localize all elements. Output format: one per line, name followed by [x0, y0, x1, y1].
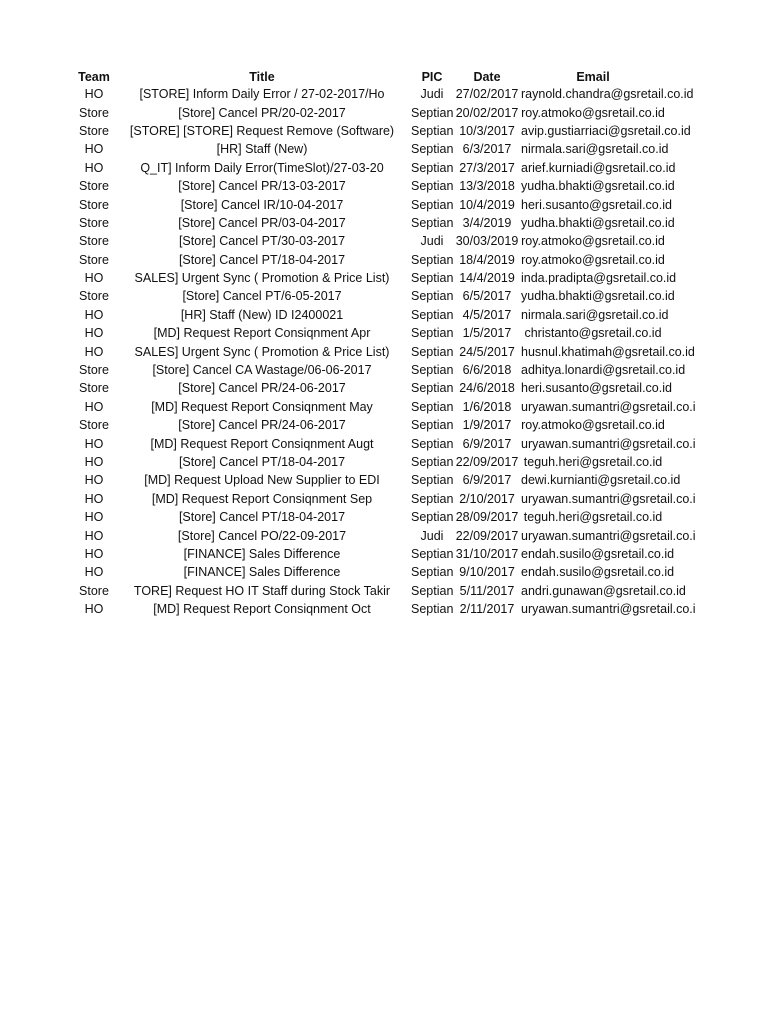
- cell-team[interactable]: HO: [84, 602, 104, 617]
- cell-email[interactable]: andri.gunawan@gsretail.co.id: [521, 583, 686, 598]
- cell-email[interactable]: heri.susanto@gsretail.co.id: [521, 381, 672, 396]
- cell-email[interactable]: roy.atmoko@gsretail.co.id: [521, 252, 665, 267]
- cell-pic[interactable]: Septian: [411, 602, 454, 617]
- cell-team[interactable]: HO: [84, 326, 104, 341]
- cell-date[interactable]: 10/4/2019: [459, 197, 515, 212]
- cell-title[interactable]: [MD] Request Report Consiqnment Oct: [153, 602, 371, 617]
- table-body: [75, 85, 696, 618]
- table-row: [75, 269, 665, 287]
- table-row: [75, 214, 665, 232]
- cell-pic[interactable]: Judi: [420, 87, 444, 102]
- cell-title[interactable]: [Store] Cancel PT/18-04-2017: [178, 455, 346, 469]
- cell-title[interactable]: [Store] Cancel PT/18-04-2017: [178, 510, 346, 525]
- cell-pic[interactable]: Septian: [411, 565, 454, 580]
- cell-email[interactable]: nirmala.sari@gsretail.co.id: [521, 307, 669, 322]
- table-row: [75, 453, 665, 471]
- cell-pic[interactable]: Septian: [411, 399, 454, 414]
- cell-date[interactable]: 22/09/2017: [455, 528, 519, 543]
- cell-title[interactable]: [Store] Cancel PT/6-05-2017: [182, 289, 342, 304]
- cell-pic[interactable]: Septian: [411, 179, 454, 194]
- cell-pic[interactable]: Septian: [411, 583, 454, 598]
- cell-title[interactable]: [Store] Cancel PT/18-04-2017: [178, 252, 346, 267]
- cell-title[interactable]: [Store] Cancel PR/24-06-2017: [178, 418, 346, 433]
- table-row: [75, 526, 665, 544]
- cell-pic[interactable]: Septian: [411, 510, 454, 525]
- cell-date[interactable]: 6/5/2017: [462, 289, 512, 304]
- table-row: [75, 545, 665, 563]
- cell-pic[interactable]: Septian: [411, 363, 454, 378]
- cell-date[interactable]: 6/3/2017: [462, 142, 512, 157]
- cell-email[interactable]: endah.susilo@gsretail.co.id: [521, 546, 675, 561]
- cell-title[interactable]: TORE] Request HO IT Staff during Stock Takir: [133, 583, 391, 598]
- table-row: [75, 342, 665, 360]
- cell-email[interactable]: yudha.bhakti@gsretail.co.id: [521, 289, 675, 304]
- table-row: [75, 287, 665, 305]
- cell-pic[interactable]: Septian: [411, 546, 454, 561]
- cell-email[interactable]: raynold.chandra@gsretail.co.id: [521, 87, 694, 102]
- table-row: [75, 434, 665, 452]
- cell-date[interactable]: 30/03/2019: [455, 234, 519, 249]
- cell-email[interactable]: uryawan.sumantri@gsretail.co.i: [521, 602, 696, 617]
- cell-team[interactable]: HO: [84, 271, 104, 286]
- cell-title[interactable]: [MD] Request Report Consiqnment Augt: [150, 436, 374, 451]
- cell-team[interactable]: HO: [84, 160, 104, 175]
- cell-date[interactable]: 27/3/2017: [459, 160, 515, 175]
- cell-email[interactable]: uryawan.sumantri@gsretail.co.i: [521, 436, 696, 451]
- cell-team[interactable]: HO: [84, 307, 104, 322]
- column-header-email[interactable]: Email: [576, 69, 610, 84]
- cell-pic[interactable]: Septian: [411, 344, 454, 359]
- cell-team[interactable]: HO: [84, 565, 104, 580]
- cell-title[interactable]: [STORE] Inform Daily Error / 27-02-2017/Ho: [139, 87, 385, 102]
- cell-pic[interactable]: Septian: [411, 326, 454, 341]
- cell-email[interactable]: uryawan.sumantri@gsretail.co.i: [521, 528, 696, 543]
- cell-date[interactable]: 31/10/2017: [455, 546, 519, 561]
- cell-pic[interactable]: Judi: [420, 528, 444, 543]
- cell-email[interactable]: uryawan.sumantri@gsretail.co.i: [521, 491, 696, 506]
- cell-date[interactable]: 13/3/2018: [459, 179, 515, 194]
- cell-title[interactable]: [Store] Cancel PR/03-04-2017: [178, 215, 346, 230]
- cell-pic[interactable]: Septian: [411, 105, 454, 120]
- table-row: [75, 306, 665, 324]
- cell-title[interactable]: [Store] Cancel IR/10-04-2017: [180, 197, 344, 212]
- cell-team[interactable]: HO: [84, 142, 104, 157]
- cell-date[interactable]: 1/9/2017: [462, 418, 512, 433]
- cell-email[interactable]: arief.kurniadi@gsretail.co.id: [521, 160, 676, 175]
- cell-email[interactable]: teguh.heri@gsretail.co.id: [523, 510, 663, 525]
- cell-team[interactable]: Store: [79, 363, 109, 378]
- cell-title[interactable]: SALES] Urgent Sync ( Promotion & Price List): [134, 271, 390, 286]
- cell-team[interactable]: HO: [84, 546, 104, 561]
- cell-team[interactable]: HO: [84, 399, 104, 414]
- cell-team[interactable]: Store: [79, 197, 109, 212]
- cell-title[interactable]: [Store] Cancel PR/13-03-2017: [178, 179, 346, 194]
- cell-title[interactable]: [Store] Cancel PR/20-02-2017: [178, 105, 346, 120]
- cell-date[interactable]: 5/11/2017: [459, 583, 515, 598]
- cell-title[interactable]: [Store] Cancel PO/22-09-2017: [177, 528, 347, 543]
- cell-team[interactable]: Store: [79, 215, 109, 230]
- cell-date[interactable]: 2/11/2017: [459, 602, 515, 617]
- table-row: [75, 103, 665, 121]
- cell-email[interactable]: roy.atmoko@gsretail.co.id: [521, 418, 665, 433]
- cell-date[interactable]: 9/10/2017: [459, 565, 515, 580]
- cell-pic[interactable]: Septian: [411, 271, 454, 286]
- cell-date[interactable]: 22/09/2017: [455, 455, 519, 469]
- table-row: [75, 379, 665, 397]
- cell-date[interactable]: 6/9/2017: [462, 473, 512, 488]
- cell-pic[interactable]: Septian: [411, 418, 454, 433]
- cell-pic[interactable]: Septian: [411, 160, 454, 175]
- cell-team[interactable]: HO: [84, 473, 104, 488]
- table-row: [75, 85, 665, 103]
- cell-team[interactable]: Store: [79, 123, 109, 138]
- table-row: [75, 324, 665, 342]
- cell-title[interactable]: [Store] Cancel PR/24-06-2017: [178, 381, 346, 396]
- cell-email[interactable]: yudha.bhakti@gsretail.co.id: [521, 179, 675, 194]
- cell-team[interactable]: Store: [79, 234, 109, 249]
- cell-team[interactable]: Store: [79, 289, 109, 304]
- table-row: [75, 563, 665, 581]
- column-header-title[interactable]: Title: [249, 69, 275, 84]
- cell-email[interactable]: uryawan.sumantri@gsretail.co.i: [521, 399, 696, 414]
- cell-title[interactable]: [FINANCE] Sales Difference: [183, 565, 341, 580]
- table-row: [75, 122, 665, 140]
- cell-team[interactable]: Store: [79, 381, 109, 396]
- cell-email[interactable]: endah.susilo@gsretail.co.id: [521, 565, 675, 580]
- cell-date[interactable]: 27/02/2017: [455, 87, 519, 102]
- table-row: [75, 508, 665, 526]
- cell-email[interactable]: husnul.khatimah@gsretail.co.id: [521, 344, 695, 359]
- cell-date[interactable]: 6/9/2017: [462, 436, 512, 451]
- cell-team[interactable]: HO: [84, 455, 104, 469]
- cell-email[interactable]: adhitya.lonardi@gsretail.co.id: [521, 363, 686, 378]
- cell-email[interactable]: teguh.heri@gsretail.co.id: [523, 455, 663, 469]
- cell-team[interactable]: HO: [84, 344, 104, 359]
- cell-pic[interactable]: Septian: [411, 473, 454, 488]
- cell-pic[interactable]: Septian: [411, 307, 454, 322]
- cell-email[interactable]: christanto@gsretail.co.id: [524, 326, 662, 341]
- cell-pic[interactable]: Septian: [411, 123, 454, 138]
- cell-date[interactable]: 10/3/2017: [459, 123, 515, 138]
- cell-title[interactable]: [STORE] [STORE] Request Remove (Software): [129, 123, 395, 138]
- spreadsheet-sheet: [75, 68, 696, 618]
- cell-pic[interactable]: Septian: [411, 252, 454, 267]
- cell-pic[interactable]: Septian: [411, 215, 454, 230]
- column-header-team[interactable]: Team: [78, 69, 110, 84]
- cell-title[interactable]: Q_IT] Inform Daily Error(TimeSlot)/27-03-20: [140, 160, 384, 175]
- cell-team[interactable]: HO: [84, 491, 104, 506]
- cell-date[interactable]: 1/5/2017: [462, 326, 512, 341]
- cell-email[interactable]: dewi.kurnianti@gsretail.co.id: [521, 473, 681, 488]
- table-row: [75, 490, 665, 508]
- table-row: [75, 416, 665, 434]
- table-row: [75, 251, 665, 269]
- cell-date[interactable]: 2/10/2017: [459, 491, 515, 506]
- cell-pic[interactable]: Septian: [411, 197, 454, 212]
- cell-pic[interactable]: Septian: [411, 289, 454, 304]
- cell-title[interactable]: SALES] Urgent Sync ( Promotion & Price List): [134, 344, 390, 359]
- cell-title[interactable]: [HR] Staff (New): [216, 142, 308, 157]
- table-row: [75, 600, 665, 618]
- cell-title[interactable]: [HR] Staff (New) ID I2400021: [180, 307, 344, 322]
- column-header-pic[interactable]: PIC: [421, 69, 443, 84]
- cell-title[interactable]: [MD] Request Report Consiqnment May: [151, 399, 373, 414]
- cell-date[interactable]: 6/6/2018: [462, 363, 512, 378]
- cell-date[interactable]: 18/4/2019: [459, 252, 515, 267]
- cell-team[interactable]: HO: [84, 436, 104, 451]
- cell-email[interactable]: roy.atmoko@gsretail.co.id: [521, 105, 665, 120]
- table-row: [75, 398, 665, 416]
- cell-team[interactable]: Store: [79, 418, 109, 433]
- cell-email[interactable]: roy.atmoko@gsretail.co.id: [521, 234, 665, 249]
- table-row: [75, 177, 665, 195]
- header-row: [75, 68, 665, 85]
- table-row: [75, 140, 665, 158]
- cell-team[interactable]: HO: [84, 87, 104, 102]
- cell-pic[interactable]: Septian: [411, 491, 454, 506]
- cell-title[interactable]: [Store] Cancel PT/30-03-2017: [178, 234, 346, 249]
- cell-pic[interactable]: Septian: [411, 142, 454, 157]
- cell-pic[interactable]: Septian: [411, 436, 454, 451]
- ticket-table: [75, 68, 696, 618]
- column-header-date[interactable]: Date: [473, 69, 501, 84]
- table-row: [75, 582, 665, 600]
- cell-team[interactable]: Store: [79, 583, 109, 598]
- table-row: [75, 159, 665, 177]
- cell-title[interactable]: [Store] Cancel CA Wastage/06-06-2017: [152, 363, 372, 378]
- cell-pic[interactable]: Septian: [411, 381, 454, 396]
- cell-email[interactable]: yudha.bhakti@gsretail.co.id: [521, 215, 675, 230]
- table-row: [75, 471, 665, 489]
- cell-team[interactable]: Store: [79, 252, 109, 267]
- cell-team[interactable]: Store: [79, 179, 109, 194]
- cell-title[interactable]: [MD] Request Report Consiqnment Sep: [151, 491, 373, 506]
- cell-team[interactable]: Store: [79, 105, 109, 120]
- cell-team[interactable]: HO: [84, 528, 104, 543]
- cell-date[interactable]: 20/02/2017: [455, 105, 519, 120]
- cell-title[interactable]: [MD] Request Report Consiqnment Apr: [153, 326, 371, 341]
- cell-pic[interactable]: Septian: [411, 455, 454, 469]
- table-row: [75, 232, 665, 250]
- cell-date[interactable]: 24/6/2018: [459, 381, 515, 396]
- cell-pic[interactable]: Judi: [420, 234, 444, 249]
- cell-email[interactable]: heri.susanto@gsretail.co.id: [521, 197, 672, 212]
- cell-date[interactable]: 14/4/2019: [459, 271, 515, 286]
- cell-email[interactable]: avip.gustiarriaci@gsretail.co.id: [521, 123, 691, 138]
- cell-title[interactable]: [MD] Request Upload New Supplier to EDI: [144, 473, 380, 488]
- cell-email[interactable]: nirmala.sari@gsretail.co.id: [521, 142, 669, 157]
- cell-date[interactable]: 24/5/2017: [459, 344, 515, 359]
- table-row: [75, 361, 665, 379]
- cell-date[interactable]: 4/5/2017: [462, 307, 512, 322]
- cell-email[interactable]: inda.pradipta@gsretail.co.id: [521, 271, 677, 286]
- cell-date[interactable]: 3/4/2019: [462, 215, 512, 230]
- cell-team[interactable]: HO: [84, 510, 104, 525]
- cell-date[interactable]: 28/09/2017: [455, 510, 519, 525]
- table-row: [75, 195, 665, 213]
- cell-date[interactable]: 1/6/2018: [462, 399, 512, 414]
- cell-title[interactable]: [FINANCE] Sales Difference: [183, 546, 341, 561]
